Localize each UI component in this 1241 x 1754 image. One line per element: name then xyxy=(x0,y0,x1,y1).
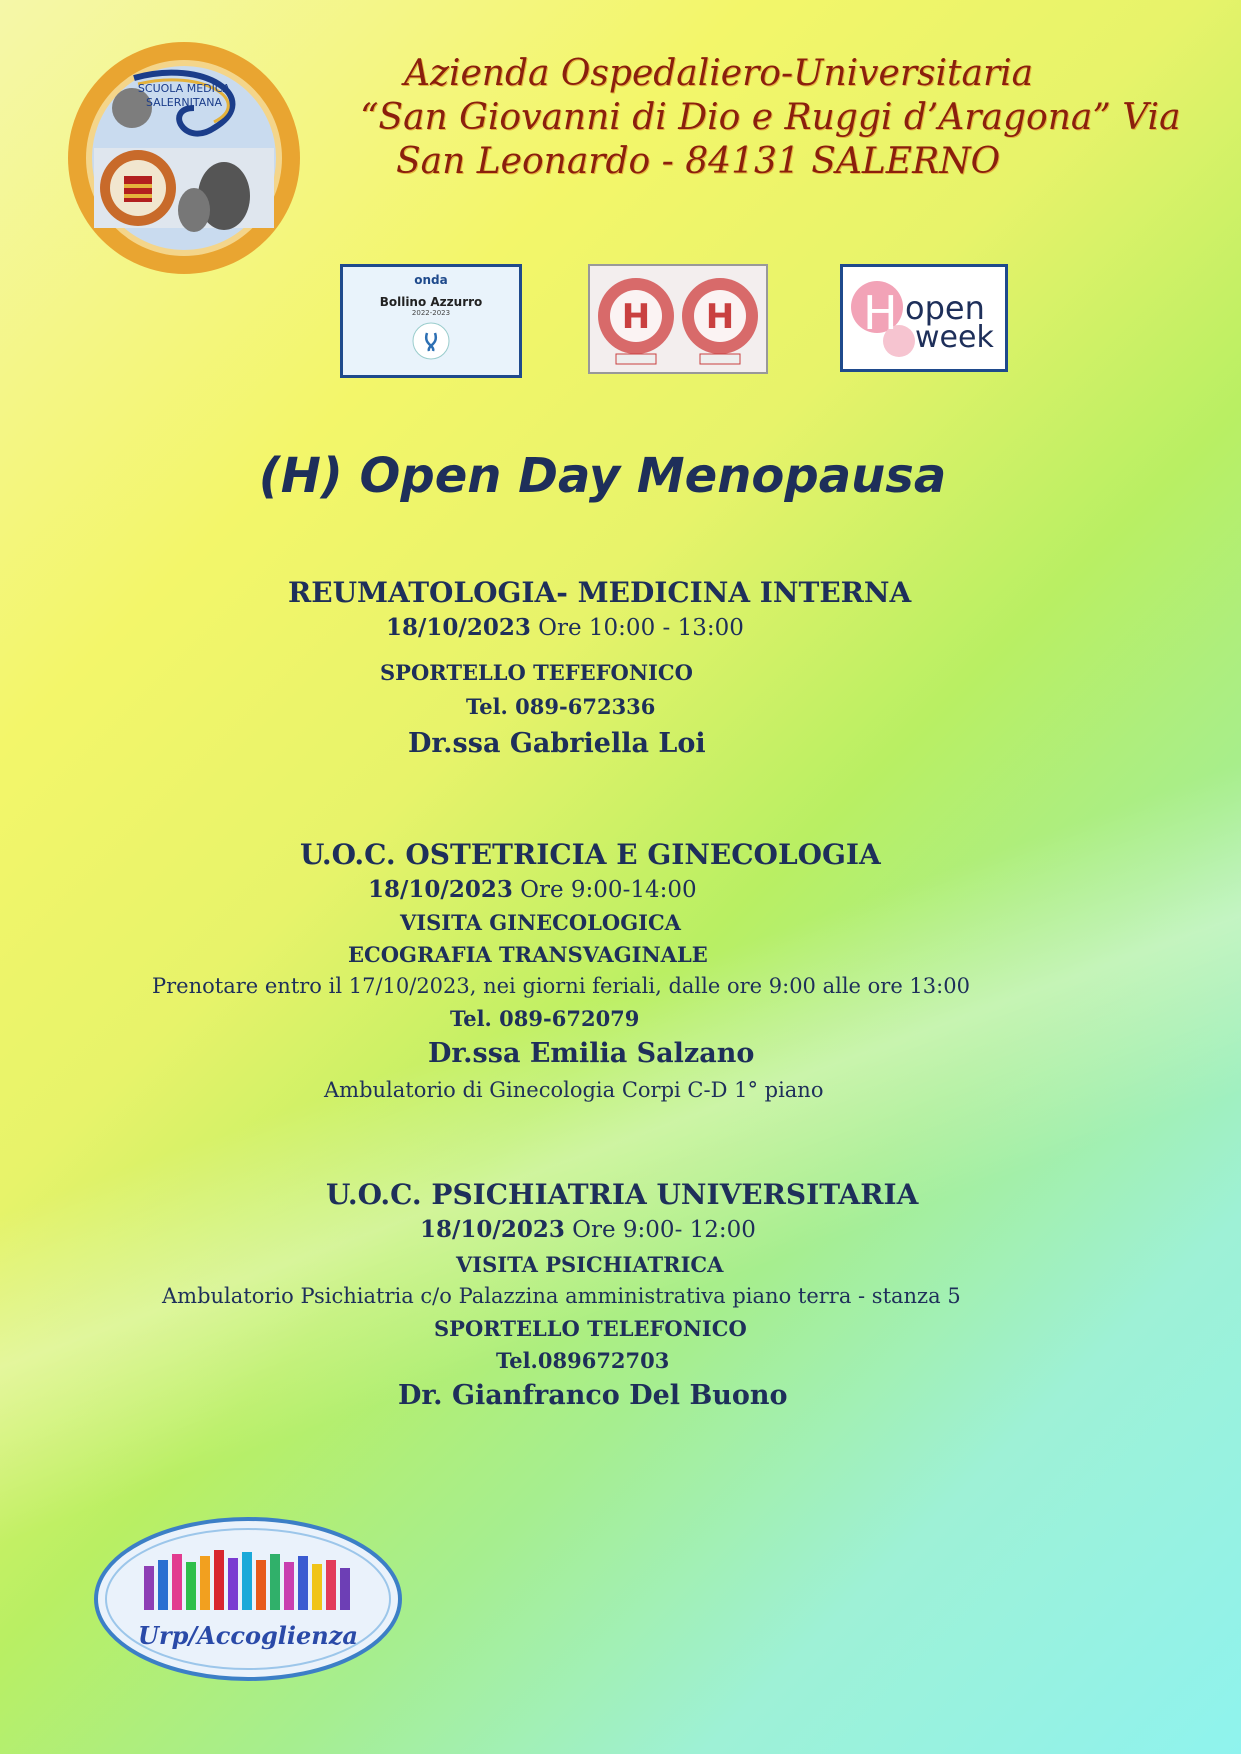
section2-doctor: Dr.ssa Emilia Salzano xyxy=(428,1038,755,1069)
section2-phone: Tel. 089-672079 xyxy=(450,1006,640,1031)
seal-text-bottom: SALERNITANA xyxy=(145,96,223,109)
hospital-name-line3: San Leonardo - 84131 SALERNO xyxy=(396,141,1001,182)
section3-phone: Tel.089672703 xyxy=(496,1348,670,1373)
section3-doctor: Dr. Gianfranco Del Buono xyxy=(398,1380,788,1411)
section1-date: 18/10/2023 xyxy=(386,614,531,641)
open-week-week: week xyxy=(915,320,994,355)
hospital-name-line2: “San Giovanni di Dio e Ruggi d’Aragona” Via xyxy=(360,97,1181,138)
double-h-icon xyxy=(590,266,766,372)
section2-heading: U.O.C. OSTETRICIA E GINECOLOGIA xyxy=(300,838,881,871)
open-week-badge xyxy=(840,264,1008,372)
page-title: (H) Open Day Menopausa xyxy=(258,448,947,504)
section3-hours: Ore 9:00- 12:00 xyxy=(572,1217,756,1243)
bollino-years: 2022-2023 xyxy=(411,309,451,317)
bollino-ribbon-icon xyxy=(411,321,451,361)
bollino-azzurro-badge xyxy=(340,264,522,378)
section1-heading: REUMATOLOGIA- MEDICINA INTERNA xyxy=(288,576,912,609)
section2-hours: Ore 9:00-14:00 xyxy=(520,877,697,903)
section3-service2: SPORTELLO TELEFONICO xyxy=(434,1316,747,1341)
svg-text:H: H xyxy=(621,297,651,337)
section2-datetime xyxy=(368,876,697,903)
urp-logo-text: Urp/Accoglienza xyxy=(138,1621,358,1650)
open-week-logo xyxy=(843,267,1005,369)
onda-brand: onda xyxy=(414,273,448,287)
section1-doctor: Dr.ssa Gabriella Loi xyxy=(408,728,706,759)
open-week-h: H xyxy=(863,286,898,340)
section2-booking: Prenotare entro il 17/10/2023, nei giorni feriali, dalle ore 9:00 alle ore 13:00 xyxy=(152,974,970,998)
section2-service2: ECOGRAFIA TRANSVAGINALE xyxy=(348,942,708,967)
section1-datetime xyxy=(386,614,744,641)
urp-accoglienza-logo xyxy=(92,1514,404,1684)
bollini-rosa-badge xyxy=(588,264,768,374)
university-seal-logo xyxy=(64,38,304,278)
section2-date: 18/10/2023 xyxy=(368,876,513,903)
hospital-name-line1: Azienda Ospedaliero-Universitaria xyxy=(404,53,1034,94)
section1-hours: Ore 10:00 - 13:00 xyxy=(538,615,744,641)
section1-phone: Tel. 089-672336 xyxy=(466,694,656,719)
hospital-name xyxy=(340,52,1181,184)
svg-text:H: H xyxy=(705,297,735,337)
section2-location: Ambulatorio di Ginecologia Corpi C-D 1° piano xyxy=(324,1078,824,1102)
seal-text-top: SCUOLA MEDICA xyxy=(137,82,231,95)
section3-heading: U.O.C. PSICHIATRIA UNIVERSITARIA xyxy=(326,1178,919,1211)
section1-service: SPORTELLO TEFEFONICO xyxy=(380,660,693,685)
open-week-open: open xyxy=(905,289,985,327)
section3-datetime xyxy=(420,1216,756,1243)
section3-date: 18/10/2023 xyxy=(420,1216,565,1243)
section2-service1: VISITA GINECOLOGICA xyxy=(400,910,681,935)
section3-service: VISITA PSICHIATRICA xyxy=(456,1252,724,1277)
bollino-title: Bollino Azzurro xyxy=(379,295,483,309)
section3-location: Ambulatorio Psichiatria c/o Palazzina amministrativa piano terra - stanza 5 xyxy=(162,1284,961,1308)
